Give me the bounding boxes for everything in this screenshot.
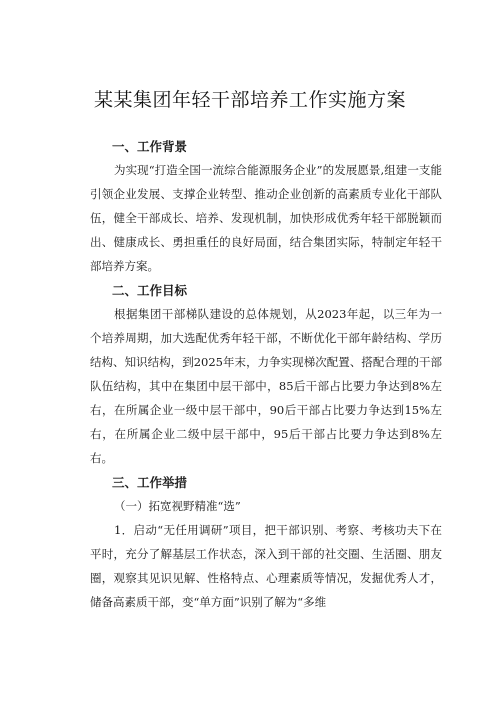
section-paragraph-background: 为实现“打造全国一流综合能源服务企业”的发展愿景,组建一支能引领企业发展、支撑企业转型、推动企业创新的高素质专业化干部队伍，健全干部成长、培养、发现机制，加快形成优秀年轻干部脱颖而出、健康成长、勇担重任的良好局面，结合集团实际，特制定年轻干部培养方案。 — [90, 163, 442, 273]
section-heading-goals: 二、工作目标 — [112, 283, 188, 298]
document-title: 某某集团年轻干部培养工作实施方案 — [93, 89, 406, 111]
section-heading-measures: 三、工作举措 — [112, 475, 188, 490]
section-paragraph-goals: 根据集团干部梯队建设的总体规划，从2023年起，以三年为一个培养周期，加大选配优秀年轻干部，不断优化干部年龄结构、学历结构、知识结构，到2025年末，力争实现梯次配置、搭配合理的干部队伍结构，其中在集团中层干部中，85后干部占比要力争达到8%左右，在所属企业一级中层干部中，90后干部占比要力争达到15%左右，在所属企业二级中层干部中，95后干部占比要力争达到8%左右。 — [90, 307, 442, 465]
section-paragraph-measures: 1．启动“无任用调研”项目，把干部识别、考察、考核功夫下在平时，充分了解基层工作状态，深入到干部的社交圈、生活圈、朋友圈，观察其见识见解、性格特点、心理素质等情况，发掘优秀人才，储备高素质干部，变“单方面”识别了解为“多维 — [90, 523, 442, 609]
section-heading-background: 一、工作背景 — [112, 139, 188, 154]
document-body — [90, 136, 442, 614]
subsection-heading-selection: （一）拓宽视野精准“选” — [114, 499, 241, 513]
